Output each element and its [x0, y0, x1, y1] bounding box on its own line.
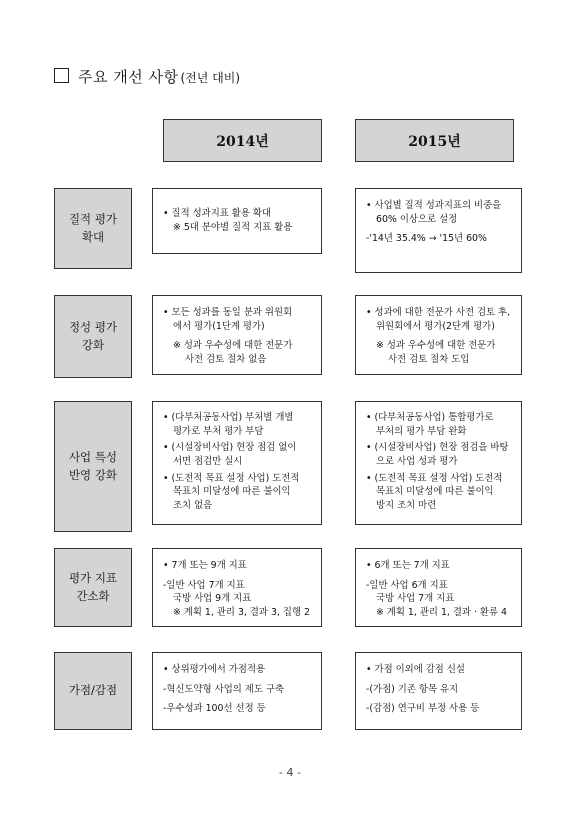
category-label: 사업 특성: [68, 449, 118, 464]
sub-line: -일반 사업 7개 지표: [163, 579, 245, 591]
note-line: 사전 검토 절차 없음: [185, 353, 267, 365]
text-line: 위원회에서 평가(2단계 평가): [376, 320, 495, 332]
category-label: 정성 평가: [68, 319, 118, 334]
note-line: ※ 성과 우수성에 대한 전문가: [376, 340, 496, 352]
content-box-2014: [152, 652, 322, 730]
section-title-sub: (전년 대비): [180, 71, 241, 85]
text-line: 목표치 미달성에 따른 불이익: [173, 486, 291, 498]
sub-line: -(가점) 기존 항목 유지: [366, 683, 459, 695]
text-line: 방지 조치 마련: [376, 499, 437, 511]
category-label: 질적 평가: [68, 211, 118, 226]
bullet-item: • 7개 또는 9개 지표: [163, 560, 247, 571]
bullet-item: • 6개 또는 7개 지표: [366, 560, 450, 571]
category-label: 반영 강화: [68, 467, 118, 482]
bullet-item: • 사업별 질적 성과지표의 비중을: [366, 200, 502, 211]
note-line: ※ 계획 1, 관리 3, 결과 3, 집행 2: [173, 606, 310, 618]
bullet-item: • (다부처공동사업) 부처별 개별: [163, 412, 294, 423]
content-box-2015: [355, 295, 522, 375]
note-line: 사전 검토 절차 도입: [388, 353, 470, 365]
bullet-item: • 가점 이외에 감점 신설: [366, 664, 465, 675]
bullet-item: • (시설장비사업) 현장 점검을 바탕: [366, 442, 509, 454]
content-box-2015: [355, 188, 522, 273]
bullet-item: • (다부처공동사업) 통합평가로: [366, 412, 494, 423]
category-cell: [54, 548, 132, 627]
checkbox-square-icon: [54, 68, 69, 83]
text-line: 으로 사업 성과 평가: [376, 455, 458, 467]
sub-line: -'14년 35.4% → '15년 60%: [366, 233, 487, 245]
text-line: 조치 없음: [173, 499, 213, 511]
category-label: 간소화: [76, 588, 110, 603]
text-line: 60% 이상으로 설정: [376, 213, 458, 225]
text-line: 부처의 평가 부담 완화: [376, 425, 467, 437]
bullet-item: • (도전적 목표 설정 사업) 도전적: [163, 472, 300, 484]
category-cell: [54, 295, 132, 378]
text-line: 서면 점검만 실시: [173, 455, 243, 467]
bullet-item: • 성과에 대한 전문가 사전 검토 후,: [366, 307, 511, 318]
category-label: 강화: [81, 337, 105, 352]
bullet-item: • 상위평가에서 가점적용: [163, 664, 266, 675]
sub-line: -우수성과 100선 선정 등: [163, 703, 266, 715]
text-line: 에서 평가(1단계 평가): [173, 320, 265, 332]
content-box-2015: [355, 548, 522, 627]
content-box-2014: [152, 401, 322, 525]
sub-line: -혁신도약형 사업의 제도 구축: [163, 683, 284, 695]
category-label: 가점/감점: [68, 683, 118, 698]
content-box-2014: [152, 188, 322, 254]
category-cell: [54, 188, 132, 269]
bullet-item: • (도전적 목표 설정 사업) 도전적: [366, 472, 503, 484]
sub-line: -(감점) 연구비 부정 사용 등: [366, 703, 480, 715]
note-line: ※ 5대 분야별 질적 지표 활용: [173, 221, 293, 233]
content-box-2014: [152, 548, 322, 627]
year-header-2015: 2015년: [355, 119, 514, 162]
bullet-item: • (시설장비사업) 현장 점검 없이: [163, 442, 297, 454]
sub-line: -일반 사업 6개 지표: [366, 579, 448, 591]
text-line: 국방 사업 9개 지표: [173, 593, 252, 605]
note-line: ※ 성과 우수성에 대한 전문가: [173, 340, 293, 352]
note-line: ※ 계획 1, 관리 1, 결과 · 환류 4: [376, 606, 507, 618]
category-label: 확대: [81, 229, 105, 244]
category-cell: [54, 401, 132, 532]
category-label: 평가 지표: [68, 570, 118, 585]
bullet-item: • 모든 성과를 동일 분과 위원회: [163, 307, 293, 318]
page-number: - 4 -: [279, 766, 301, 779]
text-line: 목표치 미달성에 따른 불이익: [376, 486, 494, 498]
content-box-2015: [355, 652, 522, 730]
content-box-2015: [355, 401, 522, 525]
content-box-2014: [152, 295, 322, 375]
year-header-2014: 2014년: [163, 119, 322, 162]
bullet-item: • 질적 성과지표 활용 확대: [163, 208, 272, 219]
section-title: [54, 66, 240, 87]
text-line: 평가로 부처 평가 부담: [173, 425, 264, 437]
section-title-main: 주요 개선 사항: [78, 68, 179, 86]
category-cell: [54, 652, 132, 730]
text-line: 국방 사업 7개 지표: [376, 593, 455, 605]
